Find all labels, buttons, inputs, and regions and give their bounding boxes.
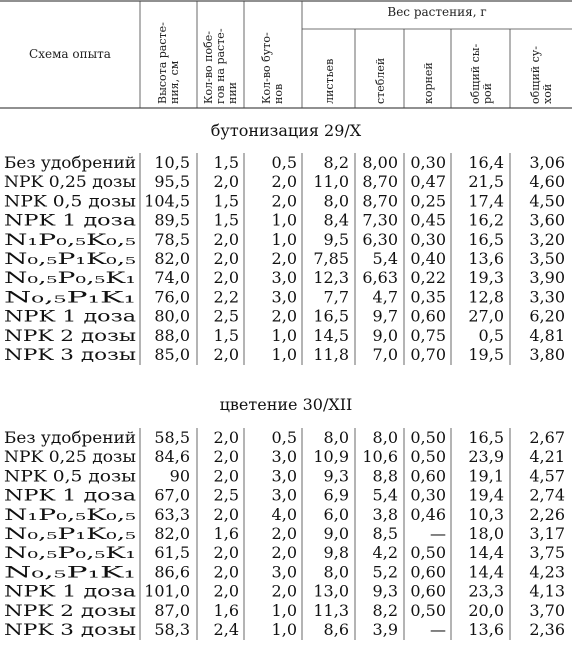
row-value: 78,5 bbox=[154, 229, 190, 249]
row-value: 3,8 bbox=[372, 504, 398, 524]
row-value: 3,30 bbox=[529, 287, 565, 307]
row-value: 3,50 bbox=[529, 249, 565, 268]
row-value: 10,5 bbox=[154, 153, 190, 172]
row-value: 2,74 bbox=[529, 485, 565, 505]
row-value: 3,06 bbox=[529, 153, 565, 172]
table-row bbox=[4, 307, 565, 326]
row-value: 8,8 bbox=[372, 466, 398, 486]
row-value: 2,0 bbox=[213, 562, 239, 582]
row-scheme: N₀,₅P₀,₅K₁ bbox=[4, 543, 136, 563]
row-value: 14,4 bbox=[468, 543, 504, 563]
row-value: 63,3 bbox=[154, 504, 190, 524]
row-value: 0,40 bbox=[410, 249, 446, 268]
row-value: 18,0 bbox=[468, 524, 504, 543]
row-value: 4,50 bbox=[529, 191, 565, 211]
row-value: 3,0 bbox=[271, 447, 297, 467]
table-row bbox=[4, 172, 565, 191]
header-total-dry-line-1: общий су- bbox=[529, 46, 542, 104]
row-value: 9,3 bbox=[372, 581, 398, 601]
table-row bbox=[4, 447, 565, 466]
header-height-line-1: Высота расте- bbox=[156, 22, 169, 104]
table-section bbox=[4, 121, 565, 365]
row-value: 80,0 bbox=[154, 306, 190, 326]
row-value: 2,0 bbox=[271, 191, 297, 211]
row-value: 2,5 bbox=[213, 485, 239, 505]
row-value: 27,0 bbox=[468, 306, 504, 326]
header-shoots-line-3: нии bbox=[226, 82, 239, 104]
row-value: 3,90 bbox=[529, 268, 565, 288]
row-scheme: NPK 1 доза bbox=[4, 306, 137, 326]
row-value: 2,2 bbox=[213, 287, 239, 307]
row-value: 1,0 bbox=[271, 620, 297, 639]
row-value: 0,50 bbox=[410, 600, 446, 620]
row-value: 4,21 bbox=[529, 447, 565, 467]
row-value: 11,8 bbox=[313, 345, 349, 364]
row-value: 4,60 bbox=[529, 172, 565, 192]
row-value: 2,0 bbox=[271, 249, 297, 268]
row-value: 1,5 bbox=[213, 191, 239, 211]
row-value: 23,3 bbox=[468, 581, 504, 601]
row-value: 0,5 bbox=[271, 428, 297, 447]
row-value: 3,9 bbox=[372, 620, 398, 639]
table-row bbox=[4, 524, 565, 543]
row-value: 5,4 bbox=[372, 485, 398, 505]
row-value: 19,5 bbox=[468, 345, 504, 364]
row-value: 0,60 bbox=[410, 562, 446, 582]
row-value: 2,67 bbox=[529, 428, 565, 447]
row-value: 14,5 bbox=[313, 325, 349, 345]
header-leaves: листьев bbox=[323, 58, 336, 104]
table-row bbox=[4, 230, 565, 249]
row-value: 4,7 bbox=[372, 287, 398, 307]
row-value: 6,0 bbox=[323, 504, 349, 524]
row-value: 23,9 bbox=[468, 447, 504, 467]
row-value: 13,6 bbox=[468, 249, 504, 268]
row-value: 7,7 bbox=[323, 287, 349, 307]
row-value: 9,5 bbox=[323, 229, 349, 249]
row-scheme: Без удобрений bbox=[4, 428, 136, 447]
header-roots: корней bbox=[422, 62, 435, 104]
header-total-raw-line-1: общий сы- bbox=[469, 43, 482, 104]
row-value: 8,00 bbox=[362, 153, 398, 172]
table-row bbox=[4, 345, 565, 364]
row-value: 13,0 bbox=[313, 581, 349, 601]
row-value: 1,6 bbox=[213, 600, 239, 620]
row-value: 2,0 bbox=[213, 428, 239, 447]
row-value: 8,0 bbox=[323, 191, 349, 211]
row-value: 2,0 bbox=[213, 447, 239, 467]
row-value: 2,0 bbox=[271, 543, 297, 563]
row-value: 1,0 bbox=[271, 600, 297, 620]
row-value: 14,4 bbox=[468, 562, 504, 582]
row-value: 8,5 bbox=[372, 524, 398, 543]
header-total-raw-line-2: рой bbox=[481, 83, 494, 104]
row-scheme: NPK 1 доза bbox=[4, 210, 137, 230]
row-value: 8,2 bbox=[372, 600, 398, 620]
row-scheme: NPK 1 доза bbox=[4, 581, 137, 601]
row-value: 3,70 bbox=[529, 600, 565, 620]
row-value: 82,0 bbox=[154, 249, 190, 268]
row-value: 16,2 bbox=[468, 210, 504, 230]
table-row bbox=[4, 543, 565, 562]
table-body bbox=[4, 121, 565, 640]
row-value: 8,0 bbox=[323, 562, 349, 582]
header-shoots-line-1: Кол-во побе- bbox=[202, 31, 215, 104]
header-weight-group: Вес растения, г bbox=[387, 5, 487, 19]
table-row bbox=[4, 428, 565, 447]
header-scheme: Схема опыта bbox=[29, 47, 111, 61]
row-value: 4,0 bbox=[271, 504, 297, 524]
row-value: 16,5 bbox=[313, 306, 349, 326]
row-scheme: NPK 1 доза bbox=[4, 485, 137, 505]
row-value: 1,0 bbox=[271, 229, 297, 249]
row-value: 2,26 bbox=[529, 504, 565, 524]
row-value: 2,0 bbox=[271, 172, 297, 192]
row-value: 2,0 bbox=[213, 466, 239, 486]
row-value: 6,63 bbox=[362, 268, 398, 288]
header-total-dry-line-2: хой bbox=[541, 83, 554, 104]
row-value: 0,5 bbox=[478, 325, 504, 345]
row-value: 1,0 bbox=[271, 325, 297, 345]
row-value: 6,30 bbox=[362, 229, 398, 249]
row-value: 16,5 bbox=[468, 428, 504, 447]
row-value: 2,36 bbox=[529, 620, 565, 639]
row-value: 1,5 bbox=[213, 153, 239, 172]
row-value: 8,6 bbox=[323, 620, 349, 639]
row-value: 2,4 bbox=[213, 620, 239, 639]
table-row bbox=[4, 601, 565, 620]
row-scheme: N₀,₅P₁K₁ bbox=[4, 562, 136, 582]
row-value: 10,6 bbox=[362, 447, 398, 467]
row-value: 3,75 bbox=[529, 543, 565, 563]
row-value: 3,0 bbox=[271, 485, 297, 505]
row-value: 84,6 bbox=[154, 447, 190, 467]
row-value: 101,0 bbox=[144, 581, 190, 601]
row-value: 17,4 bbox=[468, 191, 504, 211]
row-value: 10,3 bbox=[468, 504, 504, 524]
row-value: 4,23 bbox=[529, 562, 565, 582]
header-height-line-2: ния, см bbox=[168, 60, 181, 104]
row-value: 9,7 bbox=[372, 306, 398, 326]
row-value: 89,5 bbox=[154, 210, 190, 230]
row-scheme: NPK 3 дозы bbox=[4, 620, 137, 639]
row-value: 0,75 bbox=[410, 325, 446, 345]
row-value: 3,0 bbox=[271, 287, 297, 307]
row-value: 2,0 bbox=[213, 345, 239, 364]
row-value: — bbox=[430, 524, 446, 543]
row-value: 4,81 bbox=[529, 325, 565, 345]
row-value: 7,0 bbox=[372, 345, 398, 364]
row-scheme: NPK 0,25 дозы bbox=[4, 447, 137, 467]
row-value: 8,70 bbox=[362, 172, 398, 192]
row-value: 76,0 bbox=[154, 287, 190, 307]
row-scheme: NPK 2 дозы bbox=[4, 600, 137, 620]
row-value: 2,0 bbox=[271, 306, 297, 326]
row-value: 3,20 bbox=[529, 229, 565, 249]
row-value: 3,17 bbox=[529, 524, 565, 543]
row-value: 6,9 bbox=[323, 485, 349, 505]
row-value: 88,0 bbox=[154, 325, 190, 345]
row-value: 1,0 bbox=[271, 345, 297, 364]
row-value: 0,30 bbox=[410, 153, 446, 172]
row-value: 5,4 bbox=[372, 249, 398, 268]
row-value: 2,5 bbox=[213, 306, 239, 326]
row-value: 21,5 bbox=[468, 172, 504, 192]
row-value: 2,0 bbox=[213, 172, 239, 192]
row-value: 2,0 bbox=[213, 581, 239, 601]
row-scheme: Без удобрений bbox=[4, 153, 136, 172]
row-scheme: N₀,₅P₁K₁ bbox=[4, 287, 136, 307]
row-value: 85,0 bbox=[154, 345, 190, 364]
row-value: 2,0 bbox=[213, 543, 239, 563]
section-title: бутонизация 29/X bbox=[210, 121, 362, 140]
row-value: 13,6 bbox=[468, 620, 504, 639]
row-value: 0,5 bbox=[271, 153, 297, 172]
row-scheme: NPK 0,5 дозы bbox=[4, 466, 137, 486]
row-value: 95,5 bbox=[154, 172, 190, 192]
row-scheme: N₁P₀,₅K₀,₅ bbox=[4, 504, 136, 524]
row-value: 8,2 bbox=[323, 153, 349, 172]
row-value: 9,8 bbox=[323, 543, 349, 563]
row-value: 2,0 bbox=[213, 229, 239, 249]
row-value: 0,50 bbox=[410, 428, 446, 447]
row-value: 87,0 bbox=[154, 600, 190, 620]
row-value: 82,0 bbox=[154, 524, 190, 543]
row-scheme: NPK 3 дозы bbox=[4, 345, 137, 364]
row-value: 3,0 bbox=[271, 562, 297, 582]
row-value: 1,6 bbox=[213, 524, 239, 543]
row-scheme: N₀,₅P₁K₀,₅ bbox=[4, 524, 136, 543]
row-value: — bbox=[430, 620, 446, 639]
row-value: 9,0 bbox=[372, 325, 398, 345]
table-row bbox=[4, 249, 565, 268]
row-value: 1,5 bbox=[213, 210, 239, 230]
table-row bbox=[4, 582, 565, 601]
row-value: 0,70 bbox=[410, 345, 446, 364]
row-value: 0,60 bbox=[410, 581, 446, 601]
row-value: 1,5 bbox=[213, 325, 239, 345]
row-value: 9,3 bbox=[323, 466, 349, 486]
row-value: 2,0 bbox=[213, 504, 239, 524]
row-value: 8,0 bbox=[323, 428, 349, 447]
row-value: 2,0 bbox=[213, 249, 239, 268]
table-row bbox=[4, 268, 565, 287]
row-value: 5,2 bbox=[372, 562, 398, 582]
table-row bbox=[4, 211, 565, 230]
row-value: 2,0 bbox=[213, 268, 239, 288]
row-value: 3,0 bbox=[271, 268, 297, 288]
row-value: 8,4 bbox=[323, 210, 349, 230]
row-value: 4,57 bbox=[529, 466, 565, 486]
table-row bbox=[4, 191, 565, 210]
row-value: 7,30 bbox=[362, 210, 398, 230]
row-value: 0,60 bbox=[410, 306, 446, 326]
row-value: 0,50 bbox=[410, 543, 446, 563]
row-value: 0,60 bbox=[410, 466, 446, 486]
row-value: 4,2 bbox=[372, 543, 398, 563]
table-row bbox=[4, 326, 565, 345]
table-row bbox=[4, 466, 565, 485]
row-value: 8,70 bbox=[362, 191, 398, 211]
header-shoots-line-2: гов на расте- bbox=[214, 28, 227, 104]
row-value: 90 bbox=[169, 466, 190, 486]
row-value: 19,1 bbox=[468, 466, 504, 486]
row-scheme: NPK 0,25 дозы bbox=[4, 172, 137, 192]
header-stems: стеблей bbox=[374, 57, 387, 104]
row-value: 86,6 bbox=[154, 562, 190, 582]
table-row bbox=[4, 486, 565, 505]
row-value: 11,3 bbox=[313, 600, 349, 620]
row-value: 0,30 bbox=[410, 485, 446, 505]
row-value: 104,5 bbox=[144, 191, 190, 211]
table-row bbox=[4, 562, 565, 581]
row-value: 0,45 bbox=[410, 210, 446, 230]
row-value: 0,46 bbox=[410, 504, 446, 524]
header-buds-line-2: нов bbox=[272, 83, 285, 104]
row-value: 3,60 bbox=[529, 210, 565, 230]
row-value: 3,0 bbox=[271, 466, 297, 486]
header-buds-line-1: Кол-во буто- bbox=[260, 32, 273, 104]
row-value: 0,22 bbox=[410, 268, 446, 288]
row-value: 10,9 bbox=[313, 447, 349, 467]
table-row bbox=[4, 505, 565, 524]
row-value: 67,0 bbox=[154, 485, 190, 505]
row-value: 7,85 bbox=[313, 249, 349, 268]
row-value: 16,4 bbox=[468, 153, 504, 172]
row-value: 58,5 bbox=[154, 428, 190, 447]
row-value: 8,0 bbox=[372, 428, 398, 447]
table-row bbox=[4, 620, 565, 639]
row-value: 0,50 bbox=[410, 447, 446, 467]
row-value: 20,0 bbox=[468, 600, 504, 620]
row-value: 0,30 bbox=[410, 229, 446, 249]
row-scheme: NPK 0,5 дозы bbox=[4, 191, 137, 211]
row-value: 0,47 bbox=[410, 172, 446, 192]
row-value: 3,80 bbox=[529, 345, 565, 364]
row-scheme: NPK 2 дозы bbox=[4, 325, 137, 345]
row-value: 12,8 bbox=[468, 287, 504, 307]
row-value: 2,0 bbox=[271, 524, 297, 543]
row-value: 19,4 bbox=[468, 485, 504, 505]
table-row bbox=[4, 153, 565, 172]
row-value: 0,25 bbox=[410, 191, 446, 211]
row-value: 16,5 bbox=[468, 229, 504, 249]
row-value: 9,0 bbox=[323, 524, 349, 543]
row-scheme: N₁P₀,₅K₀,₅ bbox=[4, 229, 136, 249]
row-scheme: N₀,₅P₀,₅K₁ bbox=[4, 268, 136, 288]
row-value: 61,5 bbox=[154, 543, 190, 563]
row-value: 4,13 bbox=[529, 581, 565, 601]
table-section bbox=[4, 395, 565, 640]
row-scheme: N₀,₅P₁K₀,₅ bbox=[4, 249, 136, 268]
row-value: 19,3 bbox=[468, 268, 504, 288]
row-value: 58,3 bbox=[154, 620, 190, 639]
table-row bbox=[4, 287, 565, 306]
row-value: 6,20 bbox=[529, 306, 565, 326]
row-value: 11,0 bbox=[313, 172, 349, 192]
section-title: цветение 30/XII bbox=[219, 395, 353, 414]
row-value: 0,35 bbox=[410, 287, 446, 307]
row-value: 1,0 bbox=[271, 210, 297, 230]
row-value: 2,0 bbox=[271, 581, 297, 601]
row-value: 12,3 bbox=[313, 268, 349, 288]
row-value: 74,0 bbox=[154, 268, 190, 288]
